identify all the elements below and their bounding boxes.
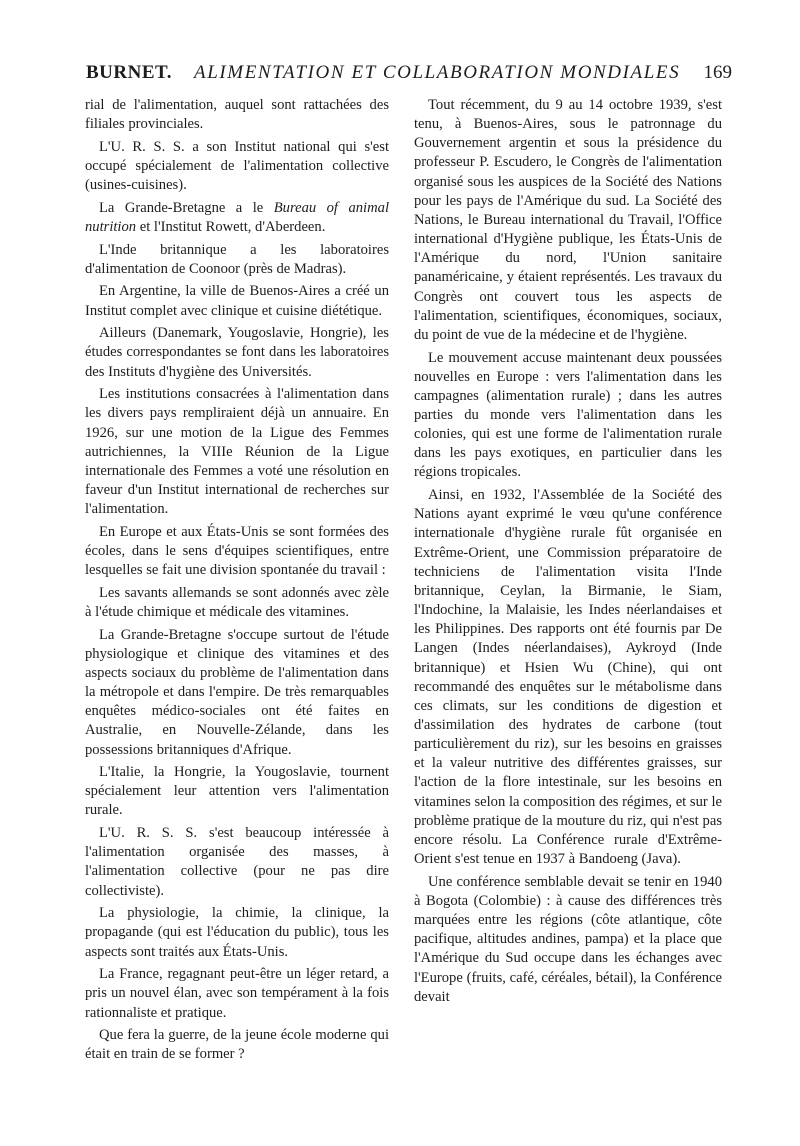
paragraph: L'U. R. S. S. a son Institut national qui s'est occupé spécialement de l'alimentation collective (usines-cuisines).	[85, 138, 389, 194]
paragraph: Ainsi, en 1932, l'Assemblée de la Société des Nations ayant exprimé le vœu qu'une conférence internationale d'hygiène rurale fût organisée en Extrême-Orient, une Commission préparatoire de techniciens de l'alimentation visita l'Inde britannique, Ceylan, la Birmanie, le Siam, l'Indochine, la Malaisie, les Indes néerlandaises et les Philippines. Des rapports ont été fournis par De Langen (Indes néerlandaises), Aykroyd (Inde britannique) et Hsien Wu (Chine), qui ont recommandé des enquêtes sur le métabolisme dans ces climats, sur les conditions de digestion et d'assimilation des hydrates de carbone (tout particulièrement du riz), sur les besoins en graisses et la valeur nutritive des différentes graisses, sur l'action de la flore intestinale, sur les besoins en vitamines selon la composition des régimes, et sur le problème pratique de la mouture du riz, qui n'est pas encore résolu. La Conférence rurale d'Extrême-Orient s'est tenue en 1937 à Bandoeng (Java).	[414, 487, 722, 868]
paragraph: L'Inde britannique a les laboratoires d'alimentation de Coonoor (près de Madras).	[85, 241, 389, 277]
running-header	[86, 60, 732, 88]
paragraph: Les savants allemands se sont adonnés avec zèle à l'étude chimique et médicale des vitamines.	[85, 584, 389, 620]
paragraph: Les institutions consacrées à l'alimentation dans les divers pays rempliraient déjà un annuaire. En 1926, sur une motion de la Ligue des Femmes autrichiennes, la VIIIe Réunion de la Ligue internationale des Femmes a voté une résolution en faveur d'un Institut international de recherches sur l'alimentation.	[85, 386, 389, 518]
text-run: et l'Institut Rowett, d'Aberdeen.	[136, 218, 326, 235]
page-number: 169	[703, 62, 732, 83]
paragraph: La Grande-Bretagne s'occupe surtout de l'étude physiologique et clinique des vitamines et des aspects sociaux du problème de l'alimentation dans la métropole et dans l'empire. De très remarquables enquêtes médico-sociales ont été faites en Australie, en Nouvelle-Zélande, dans les possessions britanniques d'Afrique.	[85, 626, 389, 758]
paragraph: Une conférence semblable devait se tenir en 1940 à Bogota (Colombie) : à cause des différences très marquées entre les régions (côte atlantique, côte pacifique, altitudes andines, pampa) et la place que l'Amérique du Sud occupe dans les échanges avec l'Europe (fruits, café, céréales, bétail), la Conférence devait	[414, 873, 722, 1005]
paragraph: La physiologie, la chimie, la clinique, la propagande (qui est l'éducation du public), tous les aspects sont traités aux États-Unis.	[85, 905, 389, 960]
paragraph: Tout récemment, du 9 au 14 octobre 1939, s'est tenu, à Buenos-Aires, sous le patronnage du Gouvernement argentin et sous la présidence du professeur P. Escudero, le Congrès de l'alimentation organisé sous les auspices de la Société des Nations pour les pays de l'Amérique du sud. La Société des Nations, le Bureau international du Travail, l'Office international d'Hygiène publique, les États-Unis de l'Amérique du nord, l'Union sanitaire panaméricaine, y étaient représentés. Les travaux du Congrès ont couvert tous les aspects de l'alimentation, scientifiques, économiques, sociaux, du point de vue de la médecine et de l'hygiène.	[414, 97, 722, 343]
right-column	[414, 96, 722, 1007]
paragraph: Le mouvement accuse maintenant deux poussées nouvelles en Europe : vers l'alimentation dans les campagnes (alimentation rurale) ; dans les autres parties du monde vers l'alimentation dans les colonies, qui est une forme de l'alimentation rurale dans les pays exotiques, en particulier dans les régions tropicales.	[414, 349, 722, 481]
paragraph: En Argentine, la ville de Buenos-Aires a créé un Institut complet avec clinique et cuisine diététique.	[85, 283, 389, 319]
header-author: BURNET.	[86, 62, 173, 83]
paragraph: rial de l'alimentation, auquel sont rattachées des filiales provinciales.	[85, 97, 389, 133]
italic-title: Bureau of animal nutrition	[85, 199, 389, 235]
left-column	[85, 96, 389, 1065]
paragraph	[85, 199, 389, 237]
paragraph: L'U. R. S. S. s'est beaucoup intéressée à l'alimentation organisée des masses, à l'alimentation collective (pour ne pas dire collectiviste).	[85, 825, 389, 899]
paragraph: Que fera la guerre, de la jeune école moderne qui était en train de se former ?	[85, 1027, 389, 1063]
paragraph: En Europe et aux États-Unis se sont formées des écoles, dans le sens d'équipes scientifiques, entre lesquelles se fait une division spontanée du travail :	[85, 523, 389, 579]
paragraph: L'Italie, la Hongrie, la Yougoslavie, tournent spécialement leur attention vers l'alimentation rurale.	[85, 764, 389, 819]
text-run: La Grande-Bretagne a le	[99, 199, 274, 216]
paragraph: La France, regagnant peut-être un léger retard, a pris un nouvel élan, avec son tempérament à la fois rationnaliste et pratique.	[85, 966, 389, 1021]
header-title: ALIMENTATION ET COLLABORATION MONDIALES	[194, 62, 681, 83]
paragraph: Ailleurs (Danemark, Yougoslavie, Hongrie), les études correspondantes se font dans les laboratoires des Instituts d'hygiène des Universités.	[85, 325, 389, 380]
